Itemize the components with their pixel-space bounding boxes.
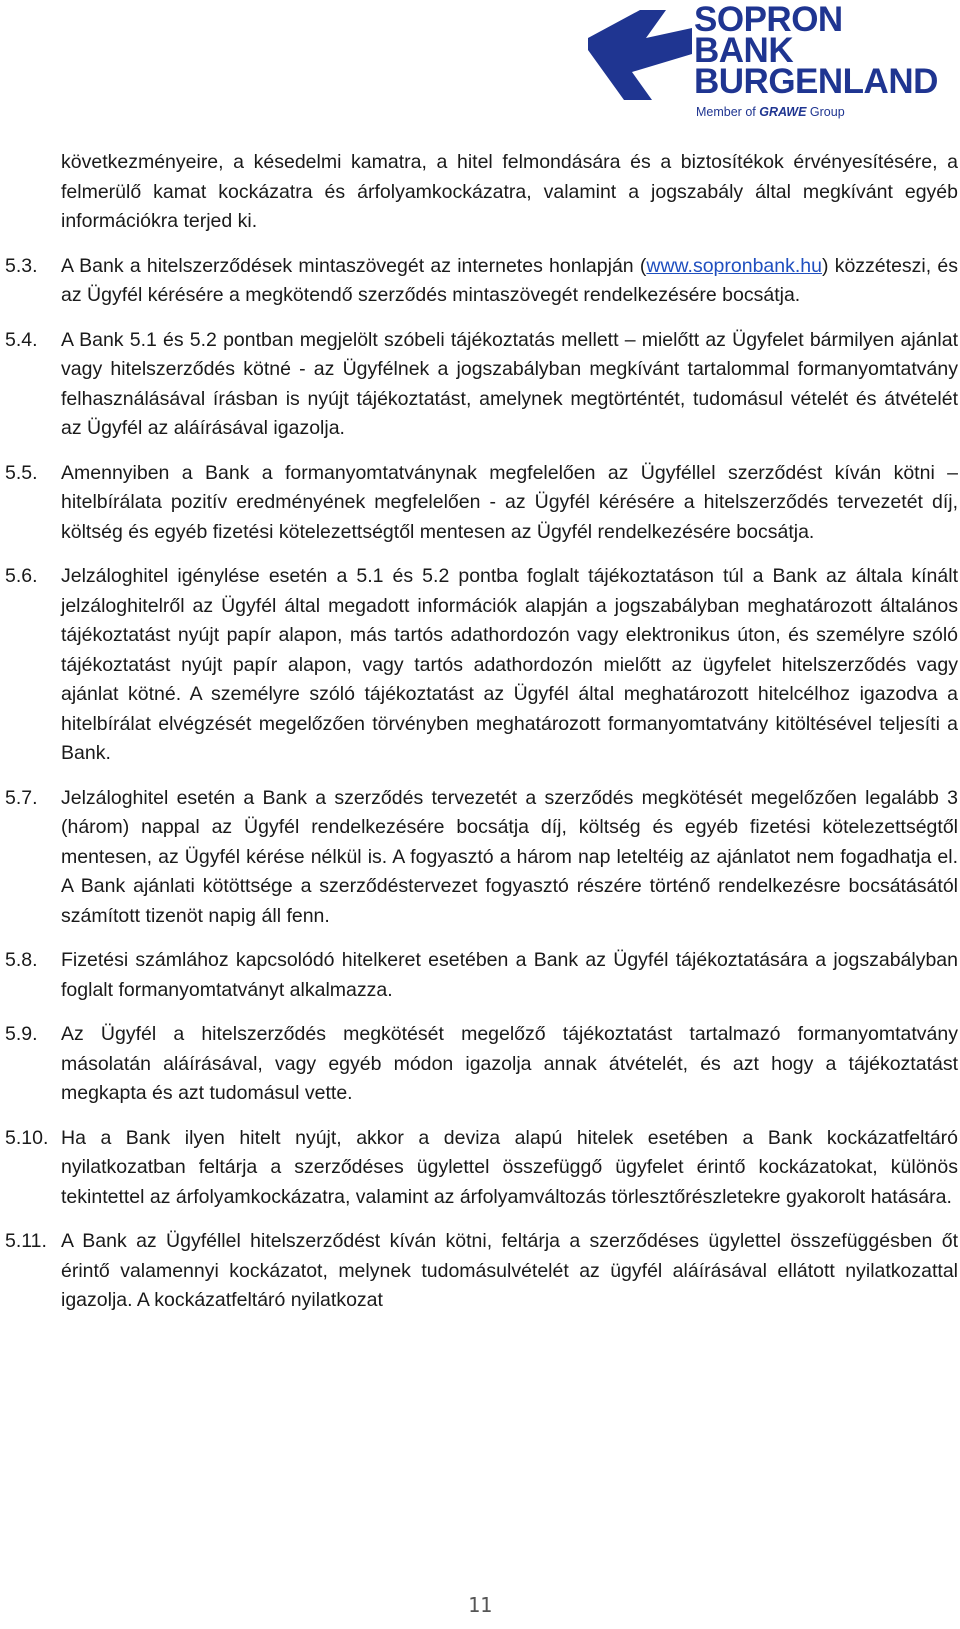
- website-link[interactable]: www.sopronbank.hu: [646, 254, 822, 277]
- section-5-3: 5.3. A Bank a hitelszerződések mintaszövegét az internetes honlapján (www.sopronbank.hu) közzéteszi, és az Ügyfél kérésére a megkötendő szerződés mintaszövegét rendelkezésére bocsátja.: [61, 252, 958, 311]
- section-5-5: 5.5. Amennyiben a Bank a formanyomtatványnak megfelelően az Ügyféllel szerződést kíván kötni – hitelbírálata pozitív eredményének megfelelően - az Ügyfél kérésére a hitelszerződés tervezetét díj, költség és egyéb fizetési kötelezettségtől mentesen az Ügyfél rendelkezésére bocsátja.: [61, 459, 958, 548]
- section-number: 5.3.: [5, 254, 38, 277]
- section-number: 5.5.: [5, 461, 38, 484]
- logo-mark-icon: [588, 10, 692, 100]
- section-number: 5.7.: [5, 786, 38, 809]
- intro-paragraph: következményeire, a késedelmi kamatra, a hitel felmondására és a biztosítékok érvényesítésére, a felmerülő kamat kockázatra és árfolyamkockázatra, valamint a jogszabály által megkívánt egyéb információkra terjed ki.: [61, 151, 958, 232]
- section-5-10: 5.10. Ha a Bank ilyen hitelt nyújt, akkor a deviza alapú hitelek esetében a Bank kockázatfeltáró nyilatkozatban feltárja a szerződéses ügylettel összefüggő ügyfelet érintő kockázatokat, különös tekintettel az árfolyamkockázatra, valamint az árfolyamváltozás törlesztőrészletekre gyakorolt hatására.: [61, 1124, 958, 1213]
- logo-wordmark: SOPRON BANK BURGENLAND: [694, 0, 938, 101]
- section-5-11: 5.11. A Bank az Ügyféllel hitelszerződést kíván kötni, feltárja a szerződéses ügylettel összefüggésben őt érintő valamennyi kockázatot, melynek tudomásulvételét az ügyfél aláírásával ellátott nyilatkozattal igazolja. A kockázatfeltáró nyilatkozat: [61, 1227, 958, 1316]
- section-number: 5.6.: [5, 565, 38, 587]
- section-5-9: 5.9. Az Ügyfél a hitelszerződés megkötését megelőző tájékoztatást tartalmazó formanyomtatvány másolatán aláírásával, vagy egyéb módon igazolja annak átvételét, és azt hogy a tájékoztatást megkapta és azt tudomásul vette.: [61, 1020, 958, 1109]
- section-5-7: 5.7. Jelzáloghitel esetén a Bank a szerződés tervezetét a szerződés megkötését megelőzően legalább 3 (három) nappal az Ügyfél rendelkezésére bocsátja díj, költség és egyéb fizetési kötelezettségtől mentesen, az Ügyfél kérése nélkül is. A fogyasztó a három nap leteltéig az ajánlatot nem fogadhatja el. A Bank ajánlati kötöttsége a szerződéstervezet fogyasztó részére történő rendelkezésre bocsátásától számított tizenöt napig áll fenn.: [61, 784, 958, 932]
- section-number: 5.8.: [5, 949, 38, 971]
- section-number: 5.4.: [5, 328, 38, 351]
- bank-logo: [588, 0, 938, 120]
- section-number: 5.11.: [5, 1230, 47, 1252]
- logo-member-line: Member of GRAWE Group: [696, 105, 845, 119]
- section-5-4: 5.4. A Bank 5.1 és 5.2 pontban megjelölt szóbeli tájékoztatás mellett – mielőtt az Ügyfelet bármilyen ajánlat vagy hitelszerződés kötné - az Ügyfélnek a jogszabályban megkívánt tartalommal formanyomtatvány felhasználásával írásban is nyújt tájékoztatást, amelynek megtörténtét, tudomásul vételét és átvételét az Ügyfél az aláírásával igazolja.: [61, 326, 958, 444]
- section-5-8: 5.8. Fizetési számlához kapcsolódó hitelkeret esetében a Bank az Ügyfél tájékoztatására a jogszabályban foglalt formanyomtatványt alkalmazza.: [61, 946, 958, 1005]
- document-body: [5, 148, 958, 1316]
- page-number: 11: [467, 1593, 493, 1617]
- section-5-6: 5.6. Jelzáloghitel igénylése esetén a 5.1 és 5.2 pontba foglalt tájékoztatáson túl a Bank az általa kínált jelzáloghitelről az Ügyfél által megadott információk alapján a jogszabályban meghatározott általános tájékoztatást nyújt papír alapon, más tartós adathordozón vagy elektronikus úton, és személyre szóló tájékoztatást nyújt papír alapon, vagy tartós adathordozón mielőtt az ügyfelet hitelszerződés vagy ajánlat kötné. A személyre szóló tájékoztatást az Ügyfél által meghatározott hitelcélhoz igazodva a hitelbírálat elvégzését megelőzően törvényben meghatározott formanyomtatvány kitöltésével teljesíti a Bank.: [61, 562, 958, 769]
- section-number: 5.9.: [5, 1023, 38, 1045]
- section-number: 5.10.: [5, 1126, 49, 1149]
